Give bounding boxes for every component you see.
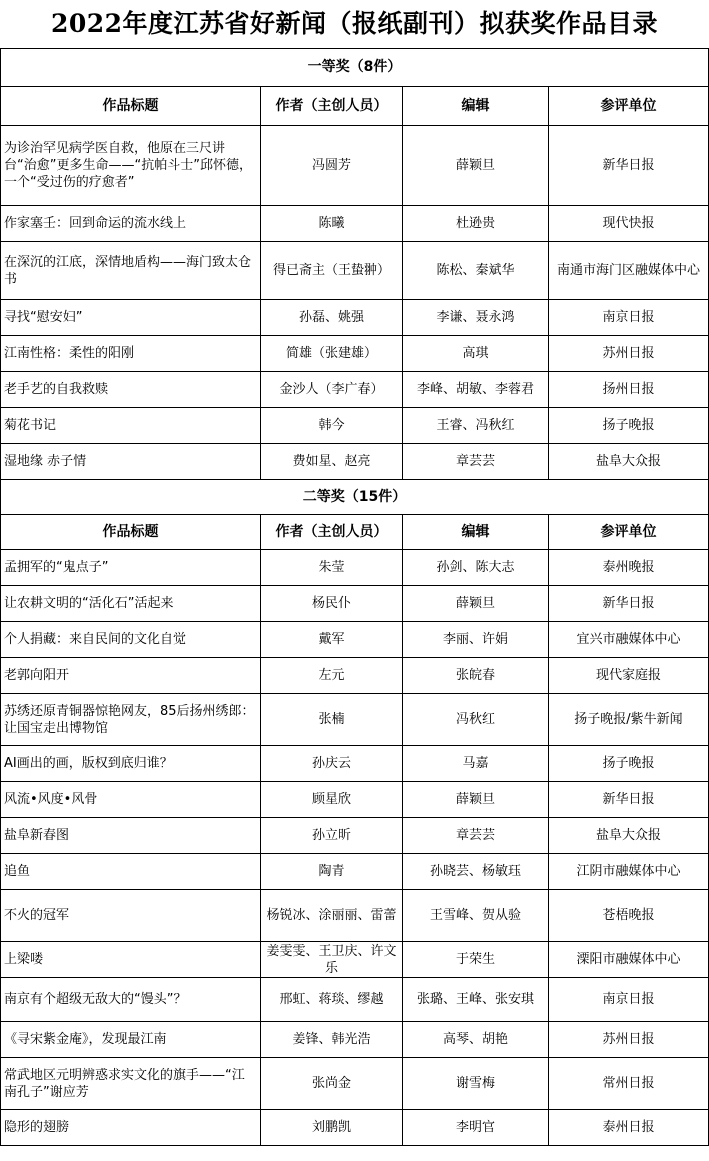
cell-title: 湿地缘 赤子情 bbox=[1, 444, 261, 480]
column-header-row bbox=[1, 87, 709, 126]
cell-title: 上梁喽 bbox=[1, 942, 261, 978]
table-row bbox=[1, 444, 709, 480]
header-author: 作者（主创人员） bbox=[261, 515, 403, 550]
cell-editor: 杜逊贵 bbox=[403, 206, 549, 242]
table-row bbox=[1, 694, 709, 746]
cell-author: 得已斋主（王蛰翀） bbox=[261, 242, 403, 300]
cell-author: 刘鹏凯 bbox=[261, 1110, 403, 1146]
cell-unit: 苍梧晚报 bbox=[549, 890, 709, 942]
table-row bbox=[1, 242, 709, 300]
header-unit: 参评单位 bbox=[549, 515, 709, 550]
cell-editor: 李谦、聂永鸿 bbox=[403, 300, 549, 336]
cell-author: 孙庆云 bbox=[261, 746, 403, 782]
cell-editor: 冯秋红 bbox=[403, 694, 549, 746]
cell-title: 个人捐藏：来自民间的文化自觉 bbox=[1, 622, 261, 658]
cell-author: 姜雯雯、王卫庆、许文乐 bbox=[261, 942, 403, 978]
cell-unit: 扬子晚报/紫牛新闻 bbox=[549, 694, 709, 746]
table-row bbox=[1, 746, 709, 782]
header-title: 作品标题 bbox=[1, 87, 261, 126]
cell-editor: 李峰、胡敏、李蓉君 bbox=[403, 372, 549, 408]
table-row bbox=[1, 854, 709, 890]
cell-unit: 现代家庭报 bbox=[549, 658, 709, 694]
cell-author: 杨民仆 bbox=[261, 586, 403, 622]
cell-title: 隐形的翅膀 bbox=[1, 1110, 261, 1146]
cell-editor: 于荣生 bbox=[403, 942, 549, 978]
cell-author: 朱莹 bbox=[261, 550, 403, 586]
column-header-row bbox=[1, 515, 709, 550]
table-row bbox=[1, 300, 709, 336]
cell-unit: 南京日报 bbox=[549, 300, 709, 336]
cell-unit: 盐阜大众报 bbox=[549, 818, 709, 854]
cell-title: 《寻宋紫金庵》，发现最江南 bbox=[1, 1022, 261, 1058]
cell-unit: 泰州日报 bbox=[549, 1110, 709, 1146]
cell-author: 姜锋、韩光浩 bbox=[261, 1022, 403, 1058]
cell-author: 费如星、赵亮 bbox=[261, 444, 403, 480]
cell-editor: 张璐、王峰、张安琪 bbox=[403, 978, 549, 1022]
cell-title: 追鱼 bbox=[1, 854, 261, 890]
section-label: 一等奖（8件） bbox=[1, 49, 709, 87]
cell-author: 左元 bbox=[261, 658, 403, 694]
cell-title: 南京有个超级无敌大的“馒头”？ bbox=[1, 978, 261, 1022]
cell-title: 让农耕文明的“活化石”活起来 bbox=[1, 586, 261, 622]
header-unit: 参评单位 bbox=[549, 87, 709, 126]
cell-author: 杨锐冰、涂丽丽、雷蕾 bbox=[261, 890, 403, 942]
table-row bbox=[1, 126, 709, 206]
cell-author: 简雄（张建雄） bbox=[261, 336, 403, 372]
cell-unit: 新华日报 bbox=[549, 782, 709, 818]
cell-unit: 苏州日报 bbox=[549, 336, 709, 372]
cell-editor: 王雪峰、贺从验 bbox=[403, 890, 549, 942]
table-row bbox=[1, 1058, 709, 1110]
cell-editor: 高琪 bbox=[403, 336, 549, 372]
cell-title: 苏绣还原青铜器惊艳网友，85后扬州绣郎：让国宝走出博物馆 bbox=[1, 694, 261, 746]
cell-editor: 薛颖旦 bbox=[403, 586, 549, 622]
cell-author: 张楠 bbox=[261, 694, 403, 746]
cell-editor: 高琴、胡艳 bbox=[403, 1022, 549, 1058]
cell-unit: 江阴市融媒体中心 bbox=[549, 854, 709, 890]
table-row bbox=[1, 658, 709, 694]
table-row bbox=[1, 408, 709, 444]
cell-editor: 孙剑、陈大志 bbox=[403, 550, 549, 586]
cell-editor: 薛颖旦 bbox=[403, 126, 549, 206]
cell-author: 顾星欣 bbox=[261, 782, 403, 818]
cell-editor: 王睿、冯秋红 bbox=[403, 408, 549, 444]
table-row bbox=[1, 782, 709, 818]
cell-author: 冯圆芳 bbox=[261, 126, 403, 206]
cell-unit: 常州日报 bbox=[549, 1058, 709, 1110]
cell-author: 陶青 bbox=[261, 854, 403, 890]
cell-author: 孙立昕 bbox=[261, 818, 403, 854]
cell-title: 为诊治罕见病学医自救，他原在三尺讲台“治愈”更多生命——“抗帕斗士”邱怀德，一个“受过伤的疗愈者” bbox=[1, 126, 261, 206]
cell-author: 金沙人（李广春） bbox=[261, 372, 403, 408]
page-title: 2022年度江苏省好新闻（报纸副刊）拟获奖作品目录 bbox=[50, 9, 659, 38]
cell-author: 孙磊、姚强 bbox=[261, 300, 403, 336]
table-row bbox=[1, 550, 709, 586]
cell-author: 陈曦 bbox=[261, 206, 403, 242]
table-row bbox=[1, 890, 709, 942]
section-header bbox=[1, 49, 709, 87]
cell-author: 张尚金 bbox=[261, 1058, 403, 1110]
cell-author: 戴军 bbox=[261, 622, 403, 658]
table-row bbox=[1, 818, 709, 854]
cell-title: 菊花书记 bbox=[1, 408, 261, 444]
header-editor: 编辑 bbox=[403, 515, 549, 550]
cell-unit: 扬子晚报 bbox=[549, 746, 709, 782]
cell-unit: 苏州日报 bbox=[549, 1022, 709, 1058]
cell-unit: 南京日报 bbox=[549, 978, 709, 1022]
cell-title: 老郭向阳开 bbox=[1, 658, 261, 694]
cell-title: 作家塞壬：回到命运的流水线上 bbox=[1, 206, 261, 242]
cell-unit: 扬子晚报 bbox=[549, 408, 709, 444]
cell-editor: 薛颖旦 bbox=[403, 782, 549, 818]
cell-author: 邢虹、蒋琰、缪越 bbox=[261, 978, 403, 1022]
cell-title: 寻找“慰安妇” bbox=[1, 300, 261, 336]
cell-editor: 谢雪梅 bbox=[403, 1058, 549, 1110]
table-row bbox=[1, 622, 709, 658]
cell-unit: 新华日报 bbox=[549, 586, 709, 622]
cell-editor: 章芸芸 bbox=[403, 444, 549, 480]
table-row bbox=[1, 1110, 709, 1146]
table-row bbox=[1, 586, 709, 622]
cell-editor: 陈松、秦斌华 bbox=[403, 242, 549, 300]
cell-title: 老手艺的自我救赎 bbox=[1, 372, 261, 408]
section-label: 二等奖（15件） bbox=[1, 480, 709, 515]
header-author: 作者（主创人员） bbox=[261, 87, 403, 126]
section-header bbox=[1, 480, 709, 515]
cell-editor: 张皖春 bbox=[403, 658, 549, 694]
cell-unit: 扬州日报 bbox=[549, 372, 709, 408]
cell-unit: 溧阳市融媒体中心 bbox=[549, 942, 709, 978]
cell-title: 盐阜新春图 bbox=[1, 818, 261, 854]
cell-editor: 李明官 bbox=[403, 1110, 549, 1146]
table-row bbox=[1, 942, 709, 978]
cell-title: 孟拥军的“鬼点子” bbox=[1, 550, 261, 586]
cell-unit: 泰州晚报 bbox=[549, 550, 709, 586]
cell-title: 风流•风度•风骨 bbox=[1, 782, 261, 818]
table-row bbox=[1, 978, 709, 1022]
cell-editor: 章芸芸 bbox=[403, 818, 549, 854]
cell-title: 江南性格：柔性的阳刚 bbox=[1, 336, 261, 372]
cell-editor: 马嘉 bbox=[403, 746, 549, 782]
header-title: 作品标题 bbox=[1, 515, 261, 550]
cell-title: 常武地区元明辨惑求实文化的旗手——“江南孔子”谢应芳 bbox=[1, 1058, 261, 1110]
table-row bbox=[1, 1022, 709, 1058]
cell-unit: 现代快报 bbox=[549, 206, 709, 242]
table-row bbox=[1, 336, 709, 372]
table-row bbox=[1, 206, 709, 242]
cell-title: 在深沉的江底，深情地盾构——海门致太仓书 bbox=[1, 242, 261, 300]
cell-unit: 新华日报 bbox=[549, 126, 709, 206]
cell-unit: 南通市海门区融媒体中心 bbox=[549, 242, 709, 300]
header-editor: 编辑 bbox=[403, 87, 549, 126]
cell-unit: 盐阜大众报 bbox=[549, 444, 709, 480]
table-row bbox=[1, 372, 709, 408]
cell-title: AI画出的画，版权到底归谁？ bbox=[1, 746, 261, 782]
cell-author: 韩今 bbox=[261, 408, 403, 444]
cell-unit: 宜兴市融媒体中心 bbox=[549, 622, 709, 658]
cell-editor: 孙晓芸、杨敏珏 bbox=[403, 854, 549, 890]
cell-title: 不火的冠军 bbox=[1, 890, 261, 942]
award-table bbox=[0, 48, 709, 1146]
cell-editor: 李丽、许娟 bbox=[403, 622, 549, 658]
